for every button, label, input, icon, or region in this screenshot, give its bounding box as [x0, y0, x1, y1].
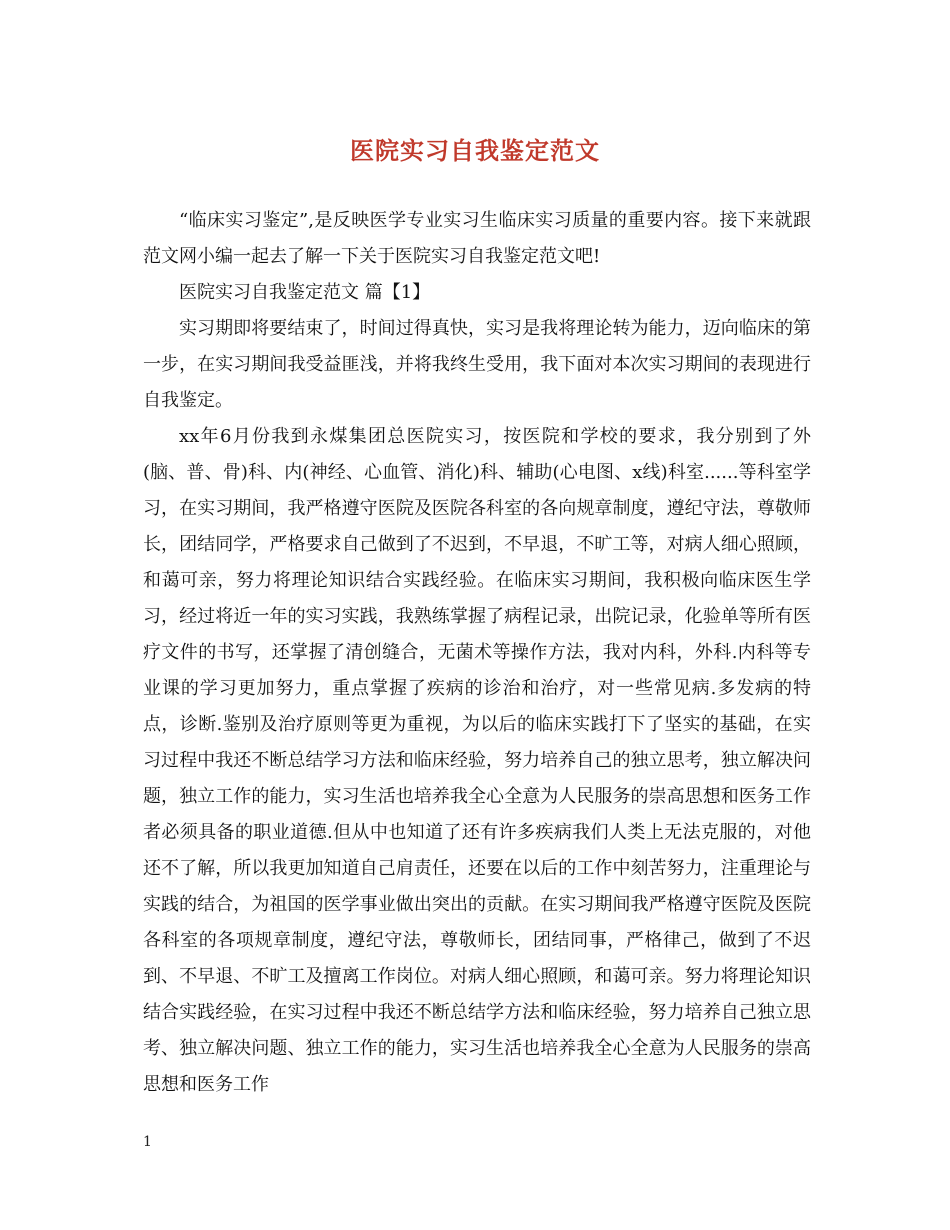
document-title: 医院实习自我鉴定范文	[350, 136, 600, 165]
intro-paragraph: “临床实习鉴定”,是反映医学专业实习生临床实习质量的重要内容。接下来就跟范文网小编一起去了解一下关于医院实习自我鉴定范文吧!	[143, 210, 811, 267]
page-number: 1	[143, 1134, 152, 1150]
document-body	[143, 203, 811, 1103]
section-heading: 医院实习自我鉴定范文 篇【1】	[179, 282, 431, 303]
paragraph-2: xx年6月份我到永煤集团总医院实习，按医院和学校的要求，我分别到了外(脑、普、骨)科、内(神经、心血管、消化)科、辅助(心电图、x线)科室......等科室学习，在实习期间，我严格遵守医院及医院各科室的各向规章制度，遵纪守法，尊敬师长，团结同学，严格要求自己做到了不迟到，不早退，不旷工等，对病人细心照顾，和蔼可亲，努力将理论知识结合实践经验。在临床实习期间，我积极向临床医生学习，经过将近一年的实习实践，我熟练掌握了病程记录，出院记录，化验单等所有医疗文件的书写，还掌握了清创缝合，无菌术等操作方法，我对内科，外科.内科等专业课的学习更加努力，重点掌握了疾病的诊治和治疗，对一些常见病.多发病的特点，诊断.鉴别及治疗原则等更为重视，为以后的临床实践打下了坚实的基础，在实习过程中我还不断总结学习方法和临床经验，努力培养自己的独立思考，独立解决问题，独立工作的能力，实习生活也培养我全心全意为人民服务的崇高思想和医务工作者必须具备的职业道德.但从中也知道了还有许多疾病我们人类上无法克服的，对他还不了解，所以我更加知道自己肩责任，还要在以后的工作中刻苦努力，注重理论与实践的结合，为祖国的医学事业做出突出的贡献。在实习期间我严格遵守医院及医院各科室的各项规章制度，遵纪守法，尊敬师长，团结同事，严格律己，做到了不迟到、不早退、不旷工及擅离工作岗位。对病人细心照顾，和蔼可亲。努力将理论知识结合实践经验，在实习过程中我还不断总结学方法和临床经验，努力培养自己独立思考、独立解决问题、独立工作的能力，实习生活也培养我全心全意为人民服务的崇高思想和医务工作	[143, 426, 811, 1095]
paragraph-1: 实习期即将要结束了，时间过得真快，实习是我将理论转为能力，迈向临床的第一步，在实习期间我受益匪浅，并将我终生受用，我下面对本次实习期间的表现进行自我鉴定。	[143, 318, 811, 411]
